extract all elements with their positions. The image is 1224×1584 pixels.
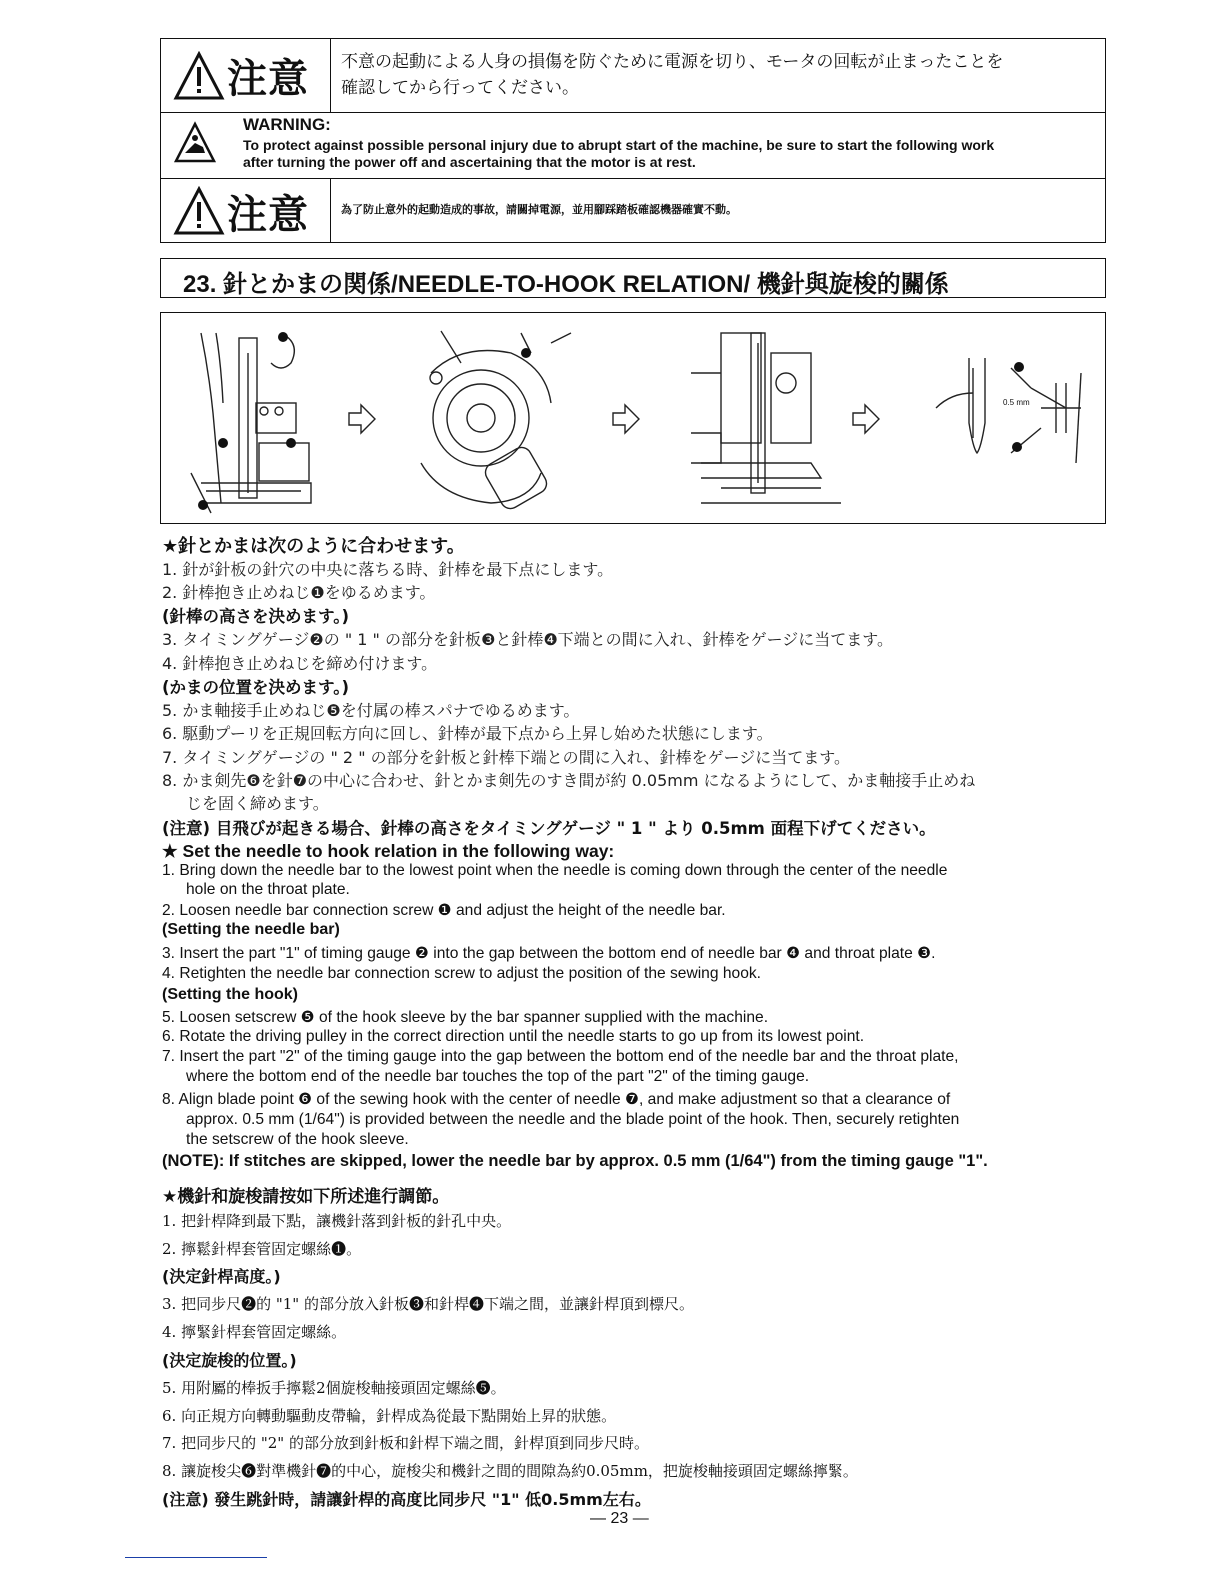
ja-step-2: 2. 針棒抱き止めねじ❶をゆるめます。 xyxy=(162,583,436,602)
zh-heading: ★機針和旋梭請按如下所述進行調節。 xyxy=(162,1187,450,1207)
en-step-1-line1: 1. Bring down the needle bar to the lowest point when the needle is coming down through the center of the needle xyxy=(162,862,948,879)
callout-3-icon xyxy=(198,500,208,510)
warning-text-en-line1: To protect against possible personal injury due to abrupt start of the machine, be sure to start the following work xyxy=(243,137,995,153)
zh-step-6: 6. 向正規方向轉動驅動皮帶輪，針桿成為從最下點開始上昇的狀態。 xyxy=(162,1407,617,1425)
figure-needle-closeup xyxy=(936,358,1081,463)
warning-text-en-line2: after turning the power off and ascertaining that the motor is at rest. xyxy=(243,154,696,170)
warning-text-ja xyxy=(341,49,1095,101)
zh-step-1: 1. 把針桿降到最下點，讓機針落到針板的針孔中央。 xyxy=(162,1212,512,1230)
figure-side-view xyxy=(691,333,841,503)
figure-needle-bar xyxy=(191,333,311,513)
page-number: — 23 — xyxy=(590,1510,649,1527)
zh-step-3: 3. 把同步尺❷的 "1" 的部分放入針板❸和針桿❹下端之間，並讓針桿頂到標尺。 xyxy=(162,1295,694,1313)
arrow-icon xyxy=(349,405,375,433)
caution-label-zh-cell xyxy=(161,179,331,242)
zh-subheading-needle-bar: (決定針桿高度。) xyxy=(162,1267,281,1286)
ja-subheading-needle-bar: (針棒の高さを決めます。) xyxy=(162,607,350,626)
warning-text-ja-line2: 確認してから行ってください。 xyxy=(341,78,579,98)
bottom-rule xyxy=(125,1557,267,1558)
figure-hook xyxy=(421,331,571,512)
warning-triangle-icon xyxy=(173,186,225,236)
en-step-4: 4. Retighten the needle bar connection screw to adjust the position of the sewing hook. xyxy=(162,965,762,982)
warning-row-ja xyxy=(161,39,1105,113)
caution-label-cell xyxy=(161,39,331,112)
ja-step-7: 7. タイミングゲージの " 2 " の部分を針板と針棒下端との間に入れ、針棒をゲージに当てます。 xyxy=(162,748,850,767)
en-step-6: 6. Rotate the driving pulley in the correct direction until the needle starts to go up from its lowest point. xyxy=(162,1028,865,1045)
arrow-icon xyxy=(613,405,639,433)
warning-text-ja-line1: 不意の起動による人身の損傷を防ぐために電源を切り、モータの回転が止まったことを xyxy=(341,52,1004,72)
en-note: (NOTE): If stitches are skipped, lower the needle bar by approx. 0.5 mm (1/64") from the timing gauge "1". xyxy=(162,1152,988,1170)
warning-title-en: WARNING: xyxy=(243,115,331,134)
zh-subheading-hook: (決定旋梭的位置。) xyxy=(162,1351,297,1370)
en-subheading-needle-bar: (Setting the needle bar) xyxy=(162,921,340,938)
zh-step-4: 4. 擰緊針桿套管固定螺絲。 xyxy=(162,1323,347,1341)
ja-step-6: 6. 駆動プーリを正規回転方向に回し、針棒が最下点から上昇し始めた状態にします。 xyxy=(162,724,773,743)
en-step-2: 2. Loosen needle bar connection screw ❶ and adjust the height of the needle bar. xyxy=(162,902,726,919)
en-step-8-line1: 8. Align blade point ❻ of the sewing hook with the center of needle ❼, and make adjustment so that a clearance of xyxy=(162,1091,951,1108)
ja-heading: ★針とかまは次のように合わせます。 xyxy=(162,536,465,557)
ja-step-4: 4. 針棒抱き止めねじを締め付けます。 xyxy=(162,654,438,673)
callout-4-icon xyxy=(286,438,296,448)
caution-label-ja: 注意 xyxy=(227,56,309,102)
warning-triangle-icon xyxy=(173,51,225,101)
figure-box xyxy=(160,312,1106,524)
caution-label-zh: 注意 xyxy=(227,192,309,238)
en-step-8-line3: the setscrew of the hook sleeve. xyxy=(186,1131,409,1148)
zh-step-5: 5. 用附屬的棒扳手擰鬆2個旋梭軸接頭固定螺絲❺。 xyxy=(162,1379,506,1397)
needle-hook-illustration xyxy=(161,313,1104,522)
en-step-3: 3. Insert the part "1" of timing gauge ❷ into the gap between the bottom end of needle bar ❹ and throat plate ❸. xyxy=(162,945,936,962)
en-subheading-hook: (Setting the hook) xyxy=(162,986,298,1003)
ja-step-5: 5. かま軸接手止めねじ❺を付属の棒スパナでゆるめます。 xyxy=(162,701,580,720)
en-step-7-line1: 7. Insert the part "2" of the timing gauge into the gap between the bottom end of the needle bar and the throat plate, xyxy=(162,1048,959,1065)
ja-note: (注意) 目飛びが起きる場合、針棒の高さをタイミングゲージ " 1 " より 0.5mm 面程下げてください。 xyxy=(162,819,936,838)
en-step-1-line2: hole on the throat plate. xyxy=(186,881,350,898)
arrow-icon xyxy=(853,405,879,433)
callout-dot-icon xyxy=(1012,442,1022,452)
warning-row-en xyxy=(161,113,1105,179)
hand-hazard-icon xyxy=(173,121,217,165)
callout-2-icon xyxy=(218,438,228,448)
en-step-5: 5. Loosen setscrew ❺ of the hook sleeve by the bar spanner supplied with the machine. xyxy=(162,1009,769,1026)
warning-box xyxy=(160,38,1106,243)
zh-step-8: 8. 讓旋梭尖❻對準機針❼的中心，旋梭尖和機針之間的間隙為約0.05mm，把旋梭軸接頭固定螺絲擰緊。 xyxy=(162,1462,858,1480)
section-title xyxy=(160,258,1106,298)
en-step-8-line2: approx. 0.5 mm (1/64") is provided between the needle and the blade point of the hook. Then, securely retighten xyxy=(186,1111,960,1128)
warning-text-en xyxy=(243,137,1099,171)
callout-1-icon xyxy=(278,332,288,342)
callout-5-icon xyxy=(521,348,531,358)
ja-step-8-line2: じを固く締めます。 xyxy=(186,794,329,813)
zh-step-2: 2. 擰鬆針桿套管固定螺絲❶。 xyxy=(162,1240,362,1258)
warning-row-zh xyxy=(161,179,1105,242)
ja-subheading-hook: (かまの位置を決めます。) xyxy=(162,678,350,697)
zh-note: (注意) 發生跳針時，請讓針桿的高度比同步尺 "1" 低0.5mm左右。 xyxy=(162,1490,651,1509)
en-step-7-line2: where the bottom end of the needle bar touches the top of the part "2" of the timing gauge. xyxy=(186,1068,810,1085)
section-title-text: 23. 針とかまの関係/NEEDLE-TO-HOOK RELATION/ 機針與旋梭的關係 xyxy=(183,271,949,298)
gauge-label: 0.5 mm xyxy=(1003,398,1030,407)
warning-text-zh: 為了防止意外的起動造成的事故，請關掉電源，並用腳踩踏板確認機器確實不動。 xyxy=(341,203,737,216)
en-heading: ★ Set the needle to hook relation in the following way: xyxy=(162,841,615,861)
zh-step-7: 7. 把同步尺的 "2" 的部分放到針板和針桿下端之間，針桿頂到同步尺時。 xyxy=(162,1434,649,1452)
callout-dot-icon xyxy=(1014,362,1024,372)
ja-step-3: 3. タイミングゲージ❷の " 1 " の部分を針板❸と針棒❹下端との間に入れ、針棒をゲージに当てます。 xyxy=(162,630,894,649)
ja-step-1: 1. 針が針板の針穴の中央に落ちる時、針棒を最下点にします。 xyxy=(162,560,614,579)
ja-step-8-line1: 8. かま剣先❻を針❼の中心に合わせ、針とかま剣先のすき間が約 0.05mm になるようにして、かま軸接手止めね xyxy=(162,771,976,790)
